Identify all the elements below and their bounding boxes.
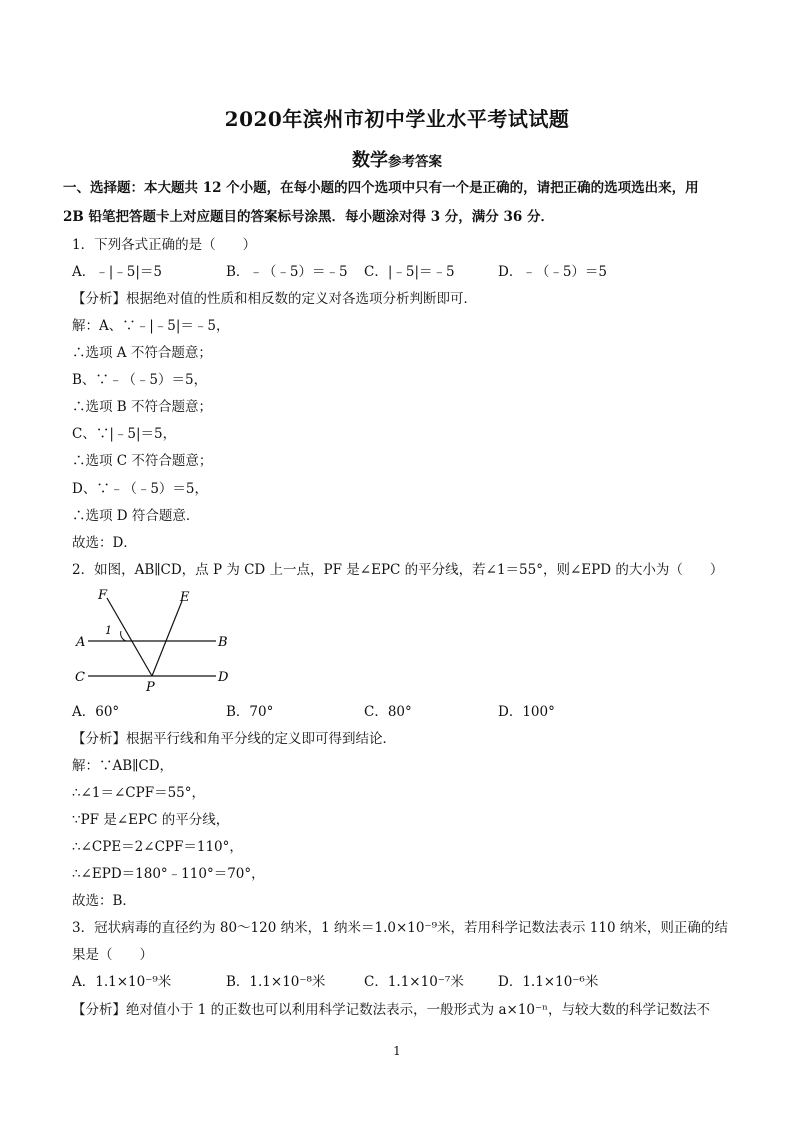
q2-solution-line: ∴∠1＝∠CPF＝55°， <box>72 785 206 801</box>
label-c: C <box>75 670 85 685</box>
q1-solution-line: 故选：D． <box>72 535 137 551</box>
q1-option-d: D．﹣（﹣5）＝5 <box>498 264 608 280</box>
line-pf <box>107 598 152 676</box>
label-b: B <box>218 635 228 650</box>
q2-solution-line: ∴∠CPE＝2∠CPF＝110°， <box>72 839 243 855</box>
q1-option-c: C．|﹣5|＝﹣5 <box>364 264 455 280</box>
subtitle-main: 数学 <box>352 150 388 171</box>
q2-analysis: 【分析】根据平行线和角平分线的定义即可得到结论． <box>72 731 396 747</box>
q3-option-d: D．1.1×10⁻⁶米 <box>498 974 599 990</box>
q3-option-c: C．1.1×10⁻⁷米 <box>364 974 464 990</box>
line-pe <box>152 601 182 676</box>
q1-stem: 1．下列各式正确的是（ ） <box>72 237 257 253</box>
q2-option-c: C．80° <box>364 704 412 720</box>
q1-solution-line: B、∵﹣（﹣5）＝5， <box>72 372 208 388</box>
q1-analysis: 【分析】根据绝对值的性质和相反数的定义对各选项分析判断即可． <box>72 291 477 307</box>
q1-solution-line: ∴选项 A 不符合题意； <box>72 345 212 361</box>
q2-option-a: A．60° <box>72 704 120 720</box>
page-subtitle <box>0 146 794 172</box>
q2-option-b: B．70° <box>226 704 274 720</box>
angle-1-arc <box>121 631 126 641</box>
q1-solution-line: ∴选项 D 符合题意． <box>72 508 200 524</box>
q2-geometry-figure <box>70 585 240 695</box>
q1-solution-line: C、∵|﹣5|＝5， <box>72 426 177 442</box>
q2-solution-line: 解：∵AB∥CD， <box>72 758 174 774</box>
q2-option-d: D．100° <box>498 704 555 720</box>
q1-option-a: A．﹣|﹣5|＝5 <box>72 264 163 280</box>
section-heading-line2: 2B 铅笔把答题卡上对应题目的答案标号涂黑．每小题涂对得 3 分，满分 36 分． <box>63 209 554 225</box>
page-number: 1 <box>393 1044 401 1058</box>
q2-solution-line: ∴∠EPD＝180°﹣110°＝70°， <box>72 866 265 882</box>
q1-solution-line: D、∵﹣（﹣5）＝5， <box>72 481 209 497</box>
q3-analysis: 【分析】绝对值小于 1 的正数也可以利用科学记数法表示，一般形式为 a×10⁻ⁿ，与较大数的科学记数法不 <box>72 1002 710 1018</box>
label-d: D <box>218 670 229 685</box>
subtitle-small: 参考答案 <box>388 154 442 170</box>
label-angle-1: 1 <box>105 624 112 637</box>
q1-solution-line: ∴选项 C 不符合题意； <box>72 453 213 469</box>
q2-solution-line: 故选：B． <box>72 893 136 909</box>
q1-solution-line: ∴选项 B 不符合题意； <box>72 399 213 415</box>
q3-stem-line1: 3．冠状病毒的直径约为 80～120 纳米，1 纳米＝1.0×10⁻⁹米，若用科学记数法表示 110 纳米，则正确的结 <box>72 920 728 936</box>
q3-option-b: B．1.1×10⁻⁸米 <box>226 974 326 990</box>
label-a: A <box>76 635 86 650</box>
page-title: 2020年滨州市初中学业水平考试试题 <box>224 107 570 131</box>
section-heading-line1: 一、选择题：本大题共 12 个小题，在每小题的四个选项中只有一个是正确的，请把正确的选项选出来，用 <box>63 180 699 196</box>
label-f: F <box>98 588 108 603</box>
q1-solution-line: 解：A、∵﹣|﹣5|＝﹣5， <box>72 318 230 334</box>
q3-stem-line2: 果是（ ） <box>72 947 153 963</box>
q2-stem: 2．如图，AB∥CD，点 P 为 CD 上一点，PF 是∠EPC 的平分线，若∠1＝55°，则∠EPD 的大小为（ ） <box>72 562 724 578</box>
q2-solution-line: ∵PF 是∠EPC 的平分线， <box>72 812 230 828</box>
q1-option-b: B．﹣（﹣5）＝﹣5 <box>226 264 348 280</box>
q3-option-a: A．1.1×10⁻⁹米 <box>72 974 172 990</box>
label-e: E <box>180 590 190 605</box>
label-p: P <box>146 680 155 695</box>
